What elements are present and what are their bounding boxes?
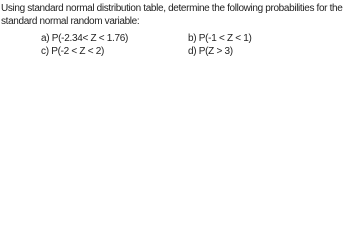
- part-b-label: b): [188, 33, 197, 44]
- part-c: [41, 46, 104, 58]
- part-c-expression: P(-2 < Z < 2): [51, 46, 105, 57]
- part-a-expression: P(-2.34< Z < 1.76): [51, 33, 129, 44]
- part-b: [188, 33, 252, 45]
- problem-statement: [0, 0, 350, 67]
- part-a-label: a): [41, 33, 50, 44]
- part-d-expression: P(Z > 3): [198, 46, 233, 57]
- problem-intro-text: Using standard normal distribution table, determine the following probabilities for the standard normal random variable:: [1, 3, 343, 27]
- part-d: [188, 46, 233, 58]
- part-b-expression: P(-1 < Z < 1): [198, 33, 252, 44]
- part-c-label: c): [41, 46, 49, 57]
- part-a: [41, 33, 128, 45]
- part-d-label: d): [188, 46, 197, 57]
